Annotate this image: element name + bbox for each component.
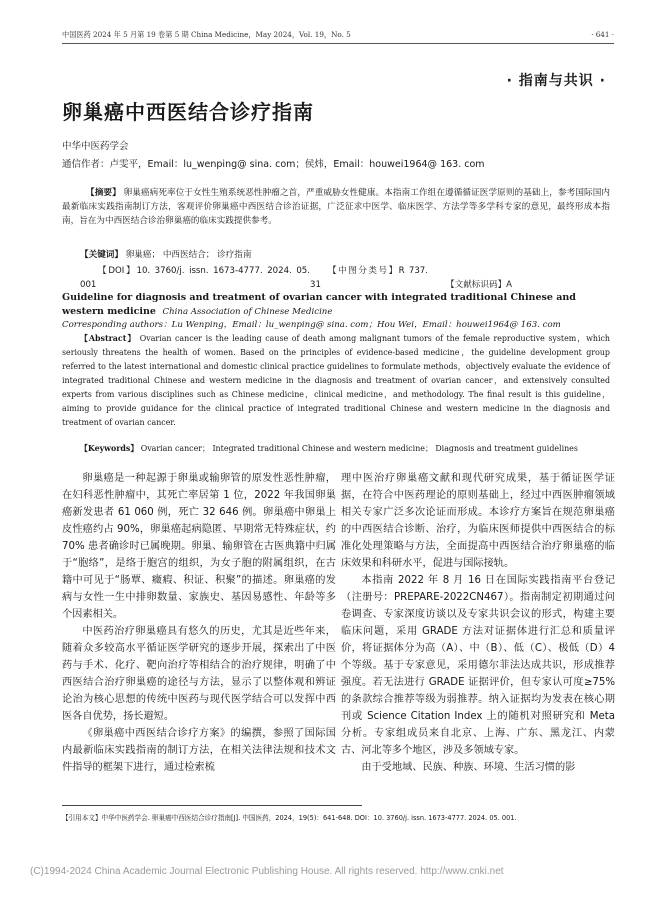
abstract-cn-label: 【摘要】 [86,188,121,198]
header-rule [62,43,614,44]
abstract-en-text: Ovarian cancer is the leading cause of death among malignant tumors of the female reproductive system，which seriously threatens the health of women. Based on the principles of evidence-based medicine，the guideline development group referred to the latest international and domestic clinical practice guidelines to formulate methods，objectively evaluate the evidence of integrated traditional Chinese and western medicine in the diagnosis and treatment of ovarian cancer，and extensively consulted experts from various disciplines such as Chinese medicine，clinical medicine，and methodology. The final result is this guideline，aiming to provide guidance for the clinical practice of integrated traditional Chinese and western medicine in the diagnosis and treatment of ovarian cancer. [62,334,610,427]
english-title [62,291,610,319]
doi-line [62,264,610,292]
keywords-en [62,442,610,456]
body-paragraph: 中医药治疗卵巢癌具有悠久的历史，尤其是近些年来，随着众多较高水平循证医学研究的逐步开展，探索出了中医药与手术、化疗、靶向治疗等相结合的治疗规律，明确了中西医结合治疗卵巢癌的途径与方法，显示了以整体观和辨证论治为核心思想的传统中医药与现代医学结合可以发挥中西医各自优势，扬长避短。 [62,626,336,722]
body-paragraph: 本指南 2022 年 8 月 16 日在国际实践指南平台登记（注册号：PREPARE-2022CN467）。指南制定初期通过问卷调查、专家深度访谈以及专家共识会议的形式，构建主要临床问题，采用 GRADE 方法对证据体进行汇总和质量评价，将证据体分为高（A）、中（B）、低（C）、极低（D）4 个等级。基于专家意见，采用德尔菲法达成共识，形成推荐强度。若无法进行 GRADE 证据评价，但专家认可度≥75% 的条款综合推荐等级为弱推荐。纳入证据均为发表在核心期刊或 Science Citation Index 上的随机对照研究和 Meta 分析。专家组成员来自北京、上海、广东、黑龙江、内蒙古、河北等多个地区，涉及多领域专家。 [341,575,615,756]
keywords-cn-label: 【关键词】 [80,250,123,260]
section-tag: · 指南与共识 · [506,73,606,89]
keywords-cn [62,248,610,262]
body-paragraph: 《卵巢癌中西医结合诊疗方案》的编撰，参照了国际国内最新临床实践指南的制订方法，在相关法律法规和技术文件指导的框架下进行，通过检索梳 [62,728,336,773]
clc-number: 【中图分类号】R 737. 31 [310,266,428,290]
body-column-right [341,470,615,776]
body-paragraph: 理中医治疗卵巢癌文献和现代研究成果，基于循证医学证据，在符合中医药理论的原则基础上，经过中西医肿瘤领域相关专家广泛多次论证而形成。本诊疗方案旨在规范卵巢癌的中西医结合诊断、治疗，为临床医师提供中西医结合的标准化处理策略与方法，全面提高中西医结合治疗卵巢癌的临床效果和科研水平，促进与国际接轨。 [341,473,615,569]
body-paragraph: 由于受地域、民族、种族、环境、生活习惯的影 [361,762,576,773]
english-corresponding: Corresponding authors：Lu Wenping，Email：lu_wenping@ sina. com；Hou Wei，Email：houwei1964@ 163. com [62,320,561,330]
author: 中华中医药学会 [62,141,129,152]
footnote-rule [62,805,362,806]
body-paragraph: 卵巢癌是一种起源于卵巢或输卵管的原发性恶性肿瘤，在妇科恶性肿瘤中，其死亡率居第 1 位，2022 年我国卵巢癌新发患者 61 060 例，死亡 32 646 例。卵巢癌中卵巢上皮性癌约占 90%，卵巢癌起病隐匿、早期常无特殊症状，约 70% 患者确诊时已属晚期。卵巢、输卵管在古医典籍中归属于“胞络”，是络于胞宫的组织，为女子胞的附属组织，在古籍中可见于“肠覃、癥瘕、积证、积聚”的描述。卵巢癌的发病与女性一生中排卵数量、家族史、基因易感性、年龄等多个因素相关。 [62,473,336,620]
doi: 【DOI】10. 3760/j. issn. 1673-4777. 2024. 05. 001 [80,266,310,290]
citation-footnote: 【引用本文】中华中医药学会. 卵巢癌中西医结合诊疗指南[J]. 中国医药，2024，19(5)：641-648. DOI：10. 3760/j. issn. 1673-4777. 2024. 05. 001. [62,814,517,822]
copyright-watermark: (C)1994-2024 China Academic Journal Electronic Publishing House. All rights reserved. http://www.cnki.net [30,866,504,877]
abstract-cn [62,186,610,228]
page-number: · 641 · [591,30,614,39]
keywords-cn-text: 卵巢癌； 中西医结合； 诊疗指南 [122,250,252,260]
article-title: 卵巢癌中西医结合诊疗指南 [62,100,314,124]
abstract-en [62,332,610,430]
english-association: China Association of Chinese Medicine [162,307,333,317]
keywords-en-label: 【Keywords】 [80,444,139,453]
english-title-text: Guideline for diagnosis and treatment of ovarian cancer with integrated traditional Chinese and western medicine [62,292,576,317]
abstract-cn-text: 卵巢癌病死率位于女性生殖系统恶性肿瘤之首，严重威胁女性健康。本指南工作组在遵循循证医学原则的基础上，参考国际国内最新临床实践指南制订方法，客观评价卵巢癌中西医结合诊治证据，广泛征求中医学、临床医学、方法学等多学科专家的意见，最终形成本指南，旨在为中西医结合诊治卵巢癌的临床实践提供参考。 [62,188,610,226]
keywords-en-text: Ovarian cancer； Integrated traditional Chinese and western medicine； Diagnosis and treatment guidelines [138,444,578,453]
running-header-left: 中国医药 2024 年 5 月第 19 卷第 5 期 China Medicine，May 2024，Vol. 19，No. 5 [62,30,351,39]
abstract-en-label: 【Abstract】 [80,334,137,343]
corresponding-authors: 通信作者：卢雯平，Email：lu_wenping@ sina. com；侯炜，Email：houwei1964@ 163. com [62,159,485,170]
body-column-left [62,470,336,776]
document-code: 【文献标识码】A [446,280,513,290]
